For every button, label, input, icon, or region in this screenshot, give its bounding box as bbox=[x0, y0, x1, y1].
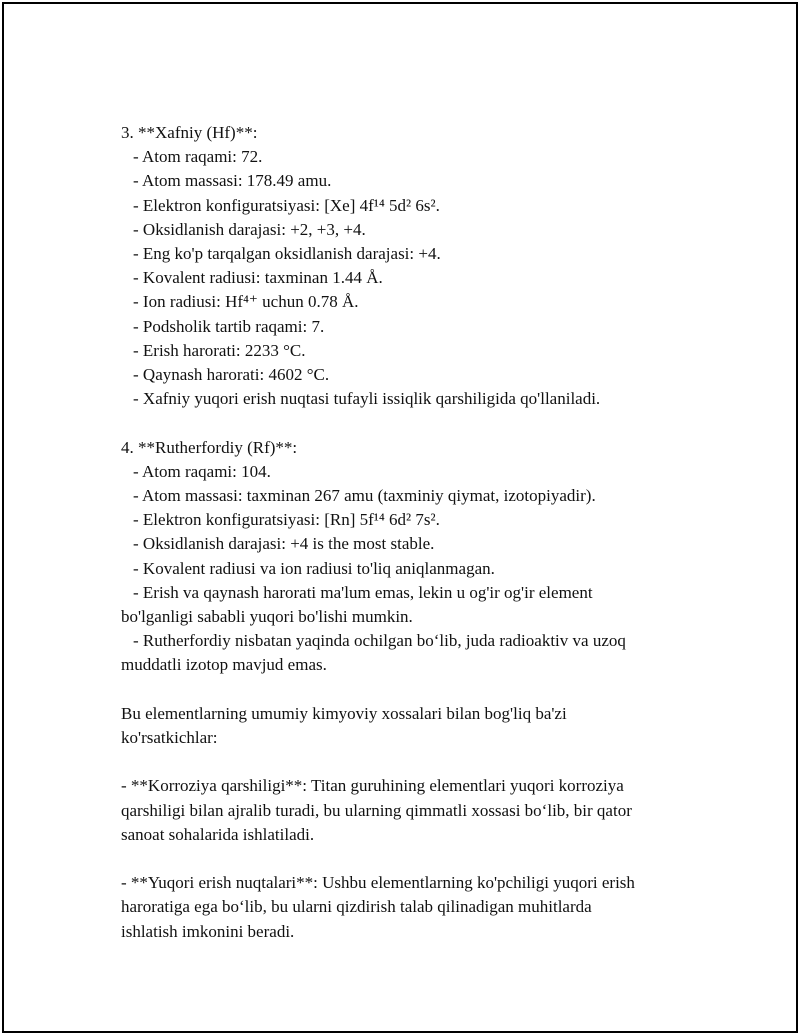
list-item-melting-line1: - Erish va qaynash harorati ma'lum emas, lekin u og'ir og'ir element bbox=[133, 582, 593, 602]
list-item: - Eng ko'p tarqalgan oksidlanish darajasi: +4. bbox=[133, 244, 441, 264]
list-item-note-line1: - Rutherfordiy nisbatan yaqinda ochilgan bo‘lib, juda radioaktiv va uzoq bbox=[133, 631, 626, 651]
corrosion-line1: - **Korroziya qarshiligi**: Titan guruhining elementlari yuqori korroziya bbox=[121, 776, 624, 796]
section-rutherfordium bbox=[121, 436, 696, 678]
corrosion-line2: qarshiligi bilan ajralib turadi, bu ularning qimmatli xossasi bo‘lib, bir qator bbox=[121, 800, 632, 820]
section-heading-rutherfordium: 4. **Rutherfordiy (Rf)**: bbox=[121, 437, 298, 457]
corrosion-line3: sanoat sohalarida ishlatiladi. bbox=[121, 824, 315, 844]
list-item: - Atom raqami: 104. bbox=[133, 461, 271, 481]
list-item: - Kovalent radiusi va ion radiusi to'liq aniqlanmagan. bbox=[133, 558, 495, 578]
page-frame bbox=[2, 2, 798, 1033]
list-item: - Oksidlanish darajasi: +4 is the most stable. bbox=[133, 534, 435, 554]
melting-points-line2: haroratiga ega bo‘lib, bu ularni qizdirish talab qilinadigan muhitlarda bbox=[121, 897, 592, 917]
list-item: - Atom massasi: taxminan 267 amu (taxminiy qiymat, izotopiyadir). bbox=[133, 486, 596, 506]
paragraph-gap bbox=[121, 411, 696, 435]
paragraph-gap bbox=[121, 750, 696, 774]
list-item: - Atom raqami: 72. bbox=[133, 147, 263, 167]
list-item: - Oksidlanish darajasi: +2, +3, +4. bbox=[133, 219, 366, 239]
list-item-note-line2: muddatli izotop mavjud emas. bbox=[121, 655, 327, 675]
paragraph-gap bbox=[121, 847, 696, 871]
list-item: - Qaynash harorati: 4602 °C. bbox=[133, 365, 330, 385]
list-item-melting-line2: bo'lganligi sababli yuqori bo'lishi mumkin. bbox=[121, 607, 413, 627]
melting-points-line1: - **Yuqori erish nuqtalari**: Ushbu elementlarning ko'pchiligi yuqori erish bbox=[121, 873, 635, 893]
paragraph-gap bbox=[121, 678, 696, 702]
section-hafnium bbox=[121, 121, 696, 411]
section-heading-hafnium: 3. **Xafniy (Hf)**: bbox=[121, 123, 258, 142]
intro-paragraph bbox=[121, 702, 696, 750]
list-item: - Atom massasi: 178.49 amu. bbox=[133, 171, 332, 191]
list-item: - Kovalent radiusi: taxminan 1.44 Å. bbox=[133, 268, 383, 288]
document-body bbox=[121, 121, 696, 944]
melting-points-paragraph bbox=[121, 871, 696, 944]
list-item: - Xafniy yuqori erish nuqtasi tufayli issiqlik qarshiligida qo'llaniladi. bbox=[133, 389, 601, 409]
melting-points-line3: ishlatish imkonini beradi. bbox=[121, 921, 295, 941]
intro-line1: Bu elementlarning umumiy kimyoviy xossalari bilan bog'liq ba'zi bbox=[121, 703, 567, 723]
list-item: - Elektron konfiguratsiyasi: [Xe] 4f¹⁴ 5d² 6s². bbox=[133, 195, 440, 215]
list-item: - Podsholik tartib raqami: 7. bbox=[133, 316, 325, 336]
list-item: - Ion radiusi: Hf⁴⁺ uchun 0.78 Å. bbox=[133, 292, 359, 312]
list-item: - Elektron konfiguratsiyasi: [Rn] 5f¹⁴ 6d² 7s². bbox=[133, 510, 440, 530]
intro-line2: ko'rsatkichlar: bbox=[121, 728, 218, 748]
corrosion-paragraph bbox=[121, 774, 696, 847]
list-item: - Erish harorati: 2233 °C. bbox=[133, 340, 306, 360]
